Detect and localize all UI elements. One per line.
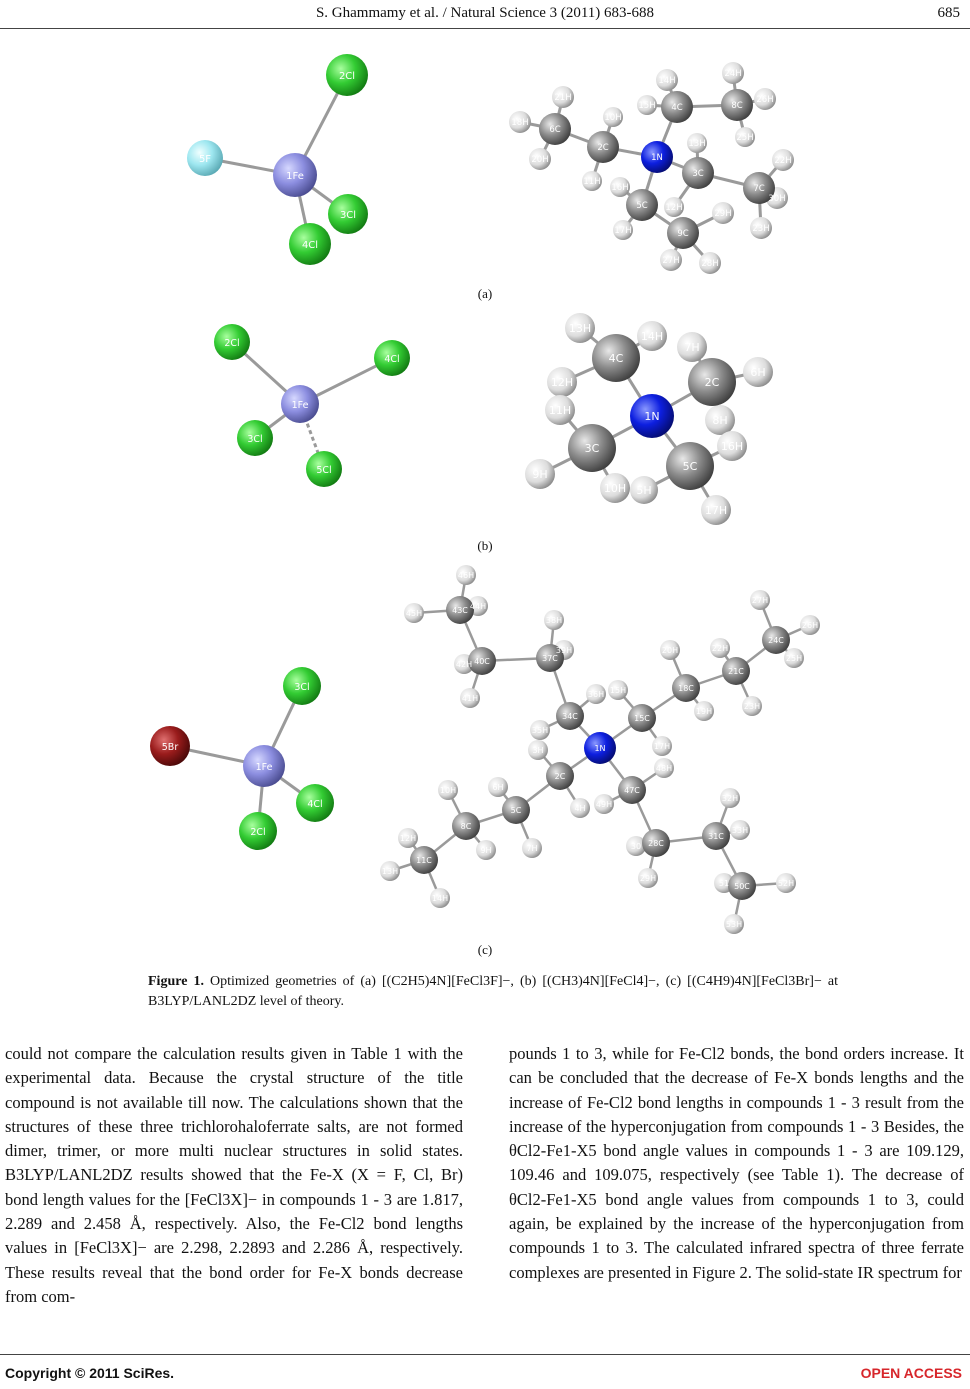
atom-label: 2C [554,772,566,781]
atom-label: 8C [731,101,743,111]
atom-label: 12H [399,834,417,843]
atom-label: 14H [640,330,664,343]
atom-label: 3Cl [294,682,310,693]
body-right-column: pounds 1 to 3, while for Fe-Cl2 bonds, the bond orders increase. It can be concluded that the decrease of Fe-X bonds lengths and the increase of Fe-Cl2 bond lengths in compounds 1 - 3 result from the increase of the hyperconjugation from compounds 1 - 3 Besides, the θCl2-Fe1-X5 bond angle values in compounds 1 - 3 are 109.129, 109.46 and 109.075, respectively (see Table 1). The decrease of θCl2-Fe1-X5 bond angle values from compounds 1 to 3, could again, be explained by the increase of the hyperconjugation from compounds 1 to 3. The calculated infrared spectra of three ferrate complexes are presented in Figure 2. The solid-state IR spectrum for [509,1044,964,1282]
atom-label: 4H [574,804,586,813]
atom-label: 2C [597,143,609,153]
running-title: S. Ghammamy et al. / Natural Science 3 (2011) 683-688 [315,5,655,21]
atom-label: 4Cl [384,354,400,365]
atom-label: 1N [651,153,663,163]
atom-label: 4C [608,352,624,365]
atom-label: 16H [611,183,629,193]
atom-label: 9H [532,468,548,481]
atom-label: 1Fe [255,762,273,773]
atom-label: 42H [455,660,473,669]
atom-label: 13H [381,867,399,876]
atom-label: 9H [480,846,492,855]
figure-caption-text: Optimized geometries of (a) [(C2H5)4N][FeCl3F]−, (b) [(CH3)4N][FeCl4]−, (c) [(C4H9)4N][FeCl3Br]− at B3LYP/LANL2DZ level of theory. [148,974,839,1009]
atom-label: 17H [704,504,728,517]
atom-label: 1N [594,744,606,753]
label-3cl: 3Cl [339,210,357,221]
atom-label: 25H [785,654,803,663]
atom-label: 14H [431,894,449,903]
atom-label: 21C [728,667,744,676]
atom-label: 19H [695,707,713,716]
atom-label: 15H [638,101,656,111]
atom-label: 33H [731,826,749,835]
atom-label: 22H [711,644,729,653]
atom-label: 10H [603,482,627,495]
atom-label: 5H [636,484,652,497]
atom-label: 2Cl [224,338,240,349]
atom-label: 20H [531,155,549,165]
molecule-a-cation [495,55,805,280]
atom-label: 31C [708,832,724,841]
atom-label: 52H [777,879,795,888]
atom-label: 3H [532,746,544,755]
atom-label: 38H [545,616,563,625]
atom-label: 30 [630,842,642,851]
atom-label: 2C [704,376,720,389]
label-5f: 5F [198,154,212,165]
atom-label: 30H [768,194,786,204]
atom-label: 3C [584,442,600,455]
atom-label: 14H [658,76,676,86]
atom-label: 28C [648,839,664,848]
atom-label: 49H [595,800,613,809]
atom-label: 46H [457,571,475,580]
panel-c-label: (c) [477,942,493,957]
atom-label: 18C [678,684,694,693]
atom-label: 25H [736,133,754,143]
molecule-c-cation [370,558,819,943]
atom-label: 7H [526,844,538,853]
atom-label: 24C [768,636,784,645]
atom-label: 4C [671,103,683,113]
atom-label: 45H [405,609,423,618]
atom-label: 29H [714,209,732,219]
atom-label: 6H [492,783,504,792]
atom-label: 37C [542,654,558,663]
molecule-c-anion [140,660,360,875]
atom-label: 9C [677,229,689,239]
atom-label: 5C [510,806,522,815]
atom-label: 12H [665,203,683,213]
atom-label: 16H [720,440,744,453]
atom-label: 41H [461,694,479,703]
atom-label: 11H [583,177,601,187]
atom-label: 22H [774,156,792,166]
panel-b-label: (b) [477,538,493,553]
atom-label: 35H [531,726,549,735]
atom-label: 48H [655,764,673,773]
label-4cl: 4Cl [301,240,319,251]
atom-label: 20H [661,646,679,655]
atom-label: 13H [568,322,592,335]
atom-label: 4Cl [307,799,323,810]
atom-label: 23H [743,702,761,711]
page-footer [0,1354,970,1385]
atom-label: 21H [554,93,572,103]
atom-label: 5Br [161,742,179,753]
atom-label: 7H [684,341,700,354]
atom-label: 8C [460,822,472,831]
panel-a-label: (a) [477,286,493,301]
body-left-column: could not compare the calculation results given in Table 1 with the experimental data. Because the crystal structure of the title compound is not available till now. The calculations shown that the structures of these three trichlorohaloferrate salts, are not formed dimer, trimer, or more multi nuclear structures in solid states. B3LYP/LANL2DZ results showed that the Fe-X (X = F, Cl, Br) bond length values for the [FeCl3X]− in compounds 1 - 3 are 1.817, 2.289 and 2.458 Å, respectively. Also, the Fe-Cl2 bond lengths values in [FeCl3X]− are 2.298, 2.2893 and 2.286 Å, respectively. These results reveal that the bond order for Fe-X bonds decrease from com- [5,1044,463,1306]
atom-label: 1N [644,410,660,423]
molecule-a-anion [150,40,410,280]
figure-caption [148,972,838,1012]
atom-label: 40C [474,657,490,666]
atom-label: 8H [712,414,728,427]
atom-label: 15C [634,714,650,723]
molecule-b-cation [520,300,790,530]
atom-label: 17H [653,742,671,751]
atom-label: 6H [750,366,766,379]
atom-label: 15H [609,686,627,695]
atom-label: 24H [724,69,742,79]
page-header [0,0,970,29]
atom-label: 28H [701,259,719,269]
atom-label: 10H [439,786,457,795]
atom-label: 6C [549,125,561,135]
atom-label: 27H [662,256,680,266]
figure-caption-label: Figure 1. [148,974,204,989]
atom-label: 26H [801,621,819,630]
atom-label: 11C [416,856,432,865]
atom-label: 7C [753,184,765,194]
atom-label: 43C [452,606,468,615]
open-access-badge: OPEN ACCESS [860,1365,962,1381]
atom-label: 23H [752,224,770,234]
atom-label: 18H [511,118,529,128]
molecule-b-anion [200,318,430,493]
atom-label: 11H [548,404,572,417]
atom-label: 5Cl [316,465,332,476]
atom-label: 10H [604,113,622,123]
atom-label: 2Cl [250,827,266,838]
atom-label: 5C [682,460,698,473]
atom-label: 47C [624,786,640,795]
atom-label: 44H [469,602,487,611]
atom-label: 13H [688,139,706,149]
atom-label: 17H [614,226,632,236]
atom-label: 50C [734,882,750,891]
copyright: Copyright © 2011 SciRes. [5,1365,175,1381]
atom-label: 51 [718,879,730,888]
atom-label: 29H [639,874,657,883]
atom-label: 3C [692,169,704,179]
label-2cl: 2Cl [338,71,356,82]
atom-label: 32H [721,794,739,803]
atom-label: 26H [756,95,774,105]
atom-label: 53H [725,920,743,929]
atom-label: 12H [550,376,574,389]
atom-label: 39H [555,646,573,655]
atom-label: 3Cl [247,434,263,445]
atom-label: 34C [562,712,578,721]
atom-label: 5C [636,201,648,211]
page-number: 685 [937,5,960,21]
atom-label: 36H [587,690,605,699]
atom-label: 1Fe [291,400,309,411]
atom-label: 27H [751,596,769,605]
label-1fe: 1Fe [286,171,304,182]
